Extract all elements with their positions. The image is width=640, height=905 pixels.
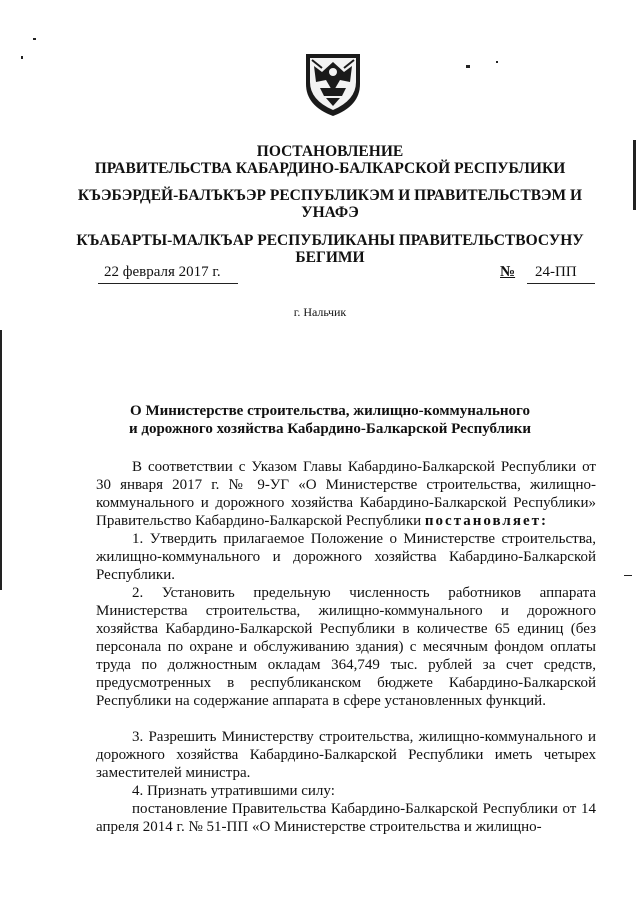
decree-heading xyxy=(80,402,580,438)
decree-word: постановляет: xyxy=(424,513,548,529)
paragraph-2 xyxy=(96,584,596,710)
issuer-title: ПРАВИТЕЛЬСТВА КАБАРДИНО-БАЛКАРСКОЙ РЕСПУБЛИКИ xyxy=(94,160,566,177)
intro-paragraph xyxy=(96,458,596,530)
paragraph-1-text: 1. Утвердить прилагаемое Положение о Министерстве строительства, жилищно-коммунального и дорожного хозяйства Кабардино-Балкарской Республики. xyxy=(96,531,596,583)
paragraph-3 xyxy=(96,728,596,782)
scan-mark xyxy=(496,61,498,63)
balkar-title-line2: БЕГИМИ xyxy=(295,249,365,266)
decree-number: 24-ПП xyxy=(527,264,595,284)
intro-text: В соответствии с Указом Главы Кабардино-Балкарской Республики от 30 января 2017 г. № 9-УГ «О Министерстве строительства, жилищно-коммунального и дорожного хозяйства Кабардино-Балкарской Республики» Правительство Кабардино-Балкарской Республики xyxy=(96,459,596,529)
paragraph-4 xyxy=(96,782,596,800)
decree-date: 22 февраля 2017 г. xyxy=(98,264,238,284)
coat-of-arms-icon xyxy=(302,48,364,118)
kabardian-title-line2: УНАФЭ xyxy=(301,204,359,221)
decree-heading-line2: и дорожного хозяйства Кабардино-Балкарской Республики xyxy=(128,421,532,437)
scan-edge xyxy=(0,330,2,590)
doc-type-title: ПОСТАНОВЛЕНИЕ xyxy=(256,143,404,160)
paragraph-3-text: 3. Разрешить Министерству строительства, жилищно-коммунального и дорожного хозяйства Кабардино-Балкарской Республики иметь четырех заместителей министра. xyxy=(96,729,596,781)
scan-mark xyxy=(466,65,470,68)
decree-heading-line1: О Министерстве строительства, жилищно-коммунального xyxy=(130,403,530,419)
city: г. Нальчик xyxy=(293,305,347,319)
paragraph-4-text: 4. Признать утратившими силу: xyxy=(132,783,335,799)
scan-mark xyxy=(21,56,23,59)
paragraph-5 xyxy=(96,800,596,836)
scan-mark xyxy=(33,38,36,40)
number-sign: № xyxy=(500,264,516,280)
paragraph-5-text: постановление Правительства Кабардино-Балкарской Республики от 14 апреля 2014 г. № 51-ПП «О Министерстве строительства и жилищно- xyxy=(96,801,596,835)
scan-edge xyxy=(633,140,636,210)
scan-mark xyxy=(624,575,632,576)
paragraph-2-text: 2. Установить предельную численность работников аппарата Министерства строительства, жилищно-коммунального и дорожного хозяйства Кабардино-Балкарской Республики в количестве 65 единиц (без персонала по охране и обслуживанию здания) с месячным фондом оплаты труда по должностным окладам 364,749 тыс. рублей за счет средств, предусмотренных в республиканском бюджете Кабардино-Балкарской Республики на содержание аппарата в сфере установленных функций. xyxy=(96,585,596,709)
balkar-title-line1: КЪАБАРТЫ-МАЛКЪАР РЕСПУБЛИКАНЫ ПРАВИТЕЛЬСТВОСУНУ xyxy=(76,232,584,249)
kabardian-title-line1: КЪЭБЭРДЕЙ-БАЛЪКЪЭР РЕСПУБЛИКЭМ И ПРАВИТЕЛЬСТВЭМ И xyxy=(77,187,583,204)
paragraph-1 xyxy=(96,530,596,584)
